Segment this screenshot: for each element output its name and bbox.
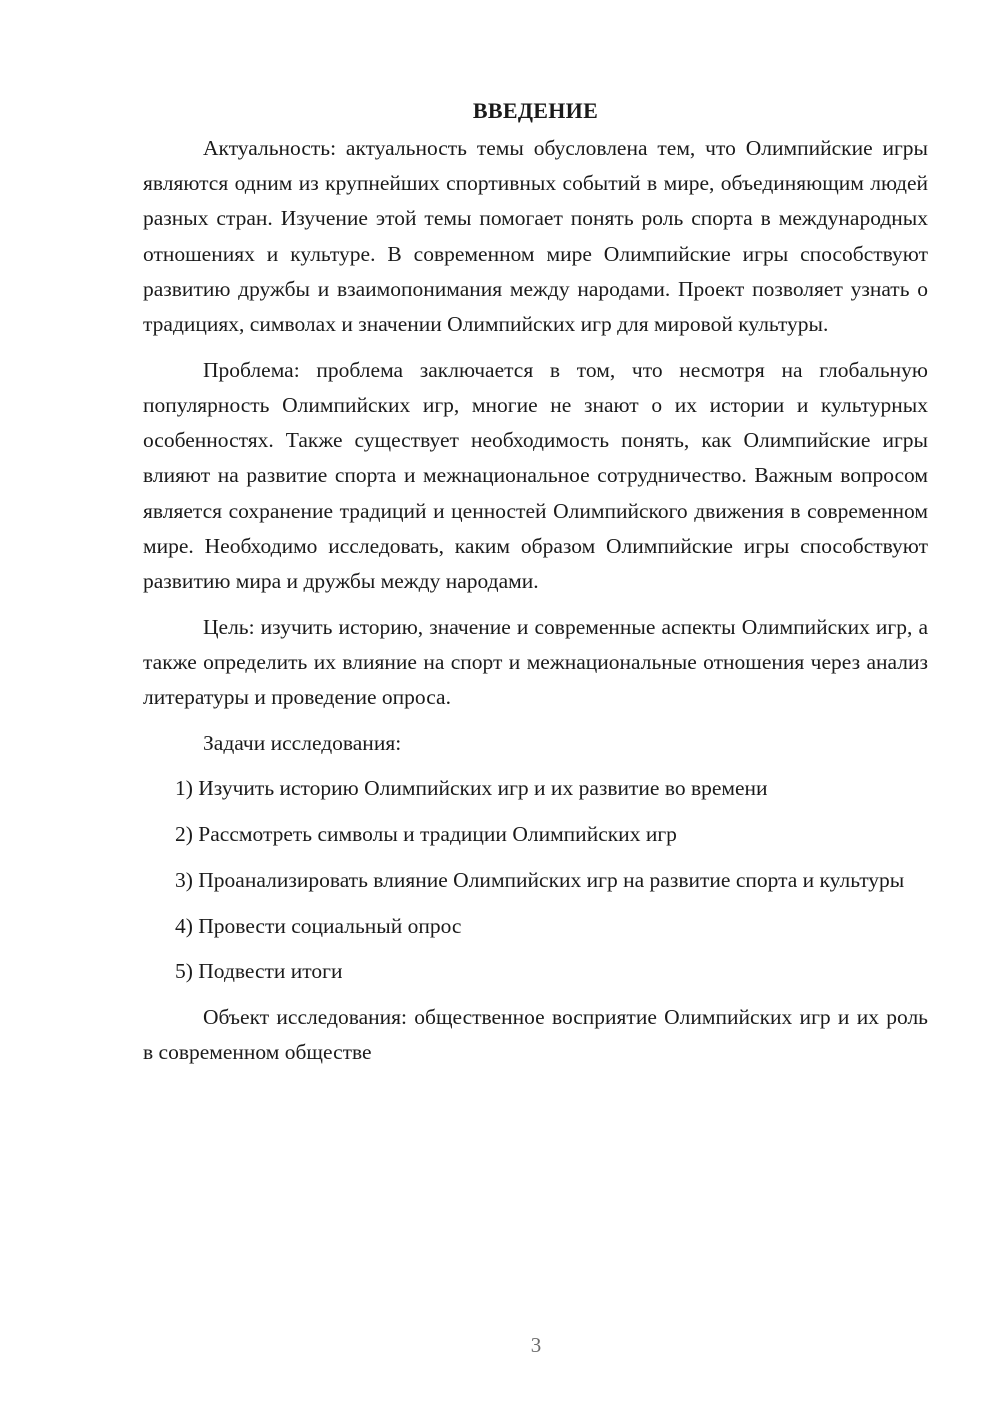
paragraph-problem: Проблема: проблема заключается в том, что несмотря на глобальную популярность Олимпийских игр, многие не знают о их истории и культурных особенностях. Также существует необходимость понять, как Олимпийские игры влияют на развитие спорта и межнациональное сотрудничество. Важным вопросом является сохранение традиций и ценностей Олимпийского движения в современном мире. Необходимо исследовать, каким образом Олимпийские игры способствуют развитию мира и дружбы между народами. <box>143 357 928 593</box>
list-item: 1) Изучить историю Олимпийских игр и их развитие во времени <box>175 776 768 801</box>
page-title: ВВЕДЕНИЕ <box>472 98 599 123</box>
list-item: 5) Подвести итоги <box>175 959 343 984</box>
tasks-heading: Задачи исследования: <box>203 730 402 755</box>
document-page <box>143 95 928 1081</box>
list-item: 3) Проанализировать влияние Олимпийских игр на развитие спорта и культуры <box>175 867 905 892</box>
paragraph-relevance: Актуальность: актуальность темы обусловлена тем, что Олимпийские игры являются одним из крупнейших спортивных событий в мире, объединяющим людей разных стран. Изучение этой темы помогает понять роль спорта в международных отношениях и культуре. В современном мире Олимпийские игры способствуют развитию дружбы и взаимопонимания между народами. Проект позволяет узнать о традициях, символах и значении Олимпийских игр для мировой культуры. <box>143 136 928 337</box>
paragraph-object: Объект исследования: общественное восприятие Олимпийских игр и их роль в современном обществе <box>143 1004 928 1065</box>
page-number: 3 <box>530 1333 542 1357</box>
list-item: 4) Провести социальный опрос <box>175 913 462 938</box>
paragraph-goal: Цель: изучить историю, значение и современные аспекты Олимпийских игр, а также определить их влияние на спорт и межнациональные отношения через анализ литературы и проведение опроса. <box>143 614 928 710</box>
tasks-list <box>143 771 928 989</box>
list-item: 2) Рассмотреть символы и традиции Олимпийских игр <box>175 822 677 847</box>
